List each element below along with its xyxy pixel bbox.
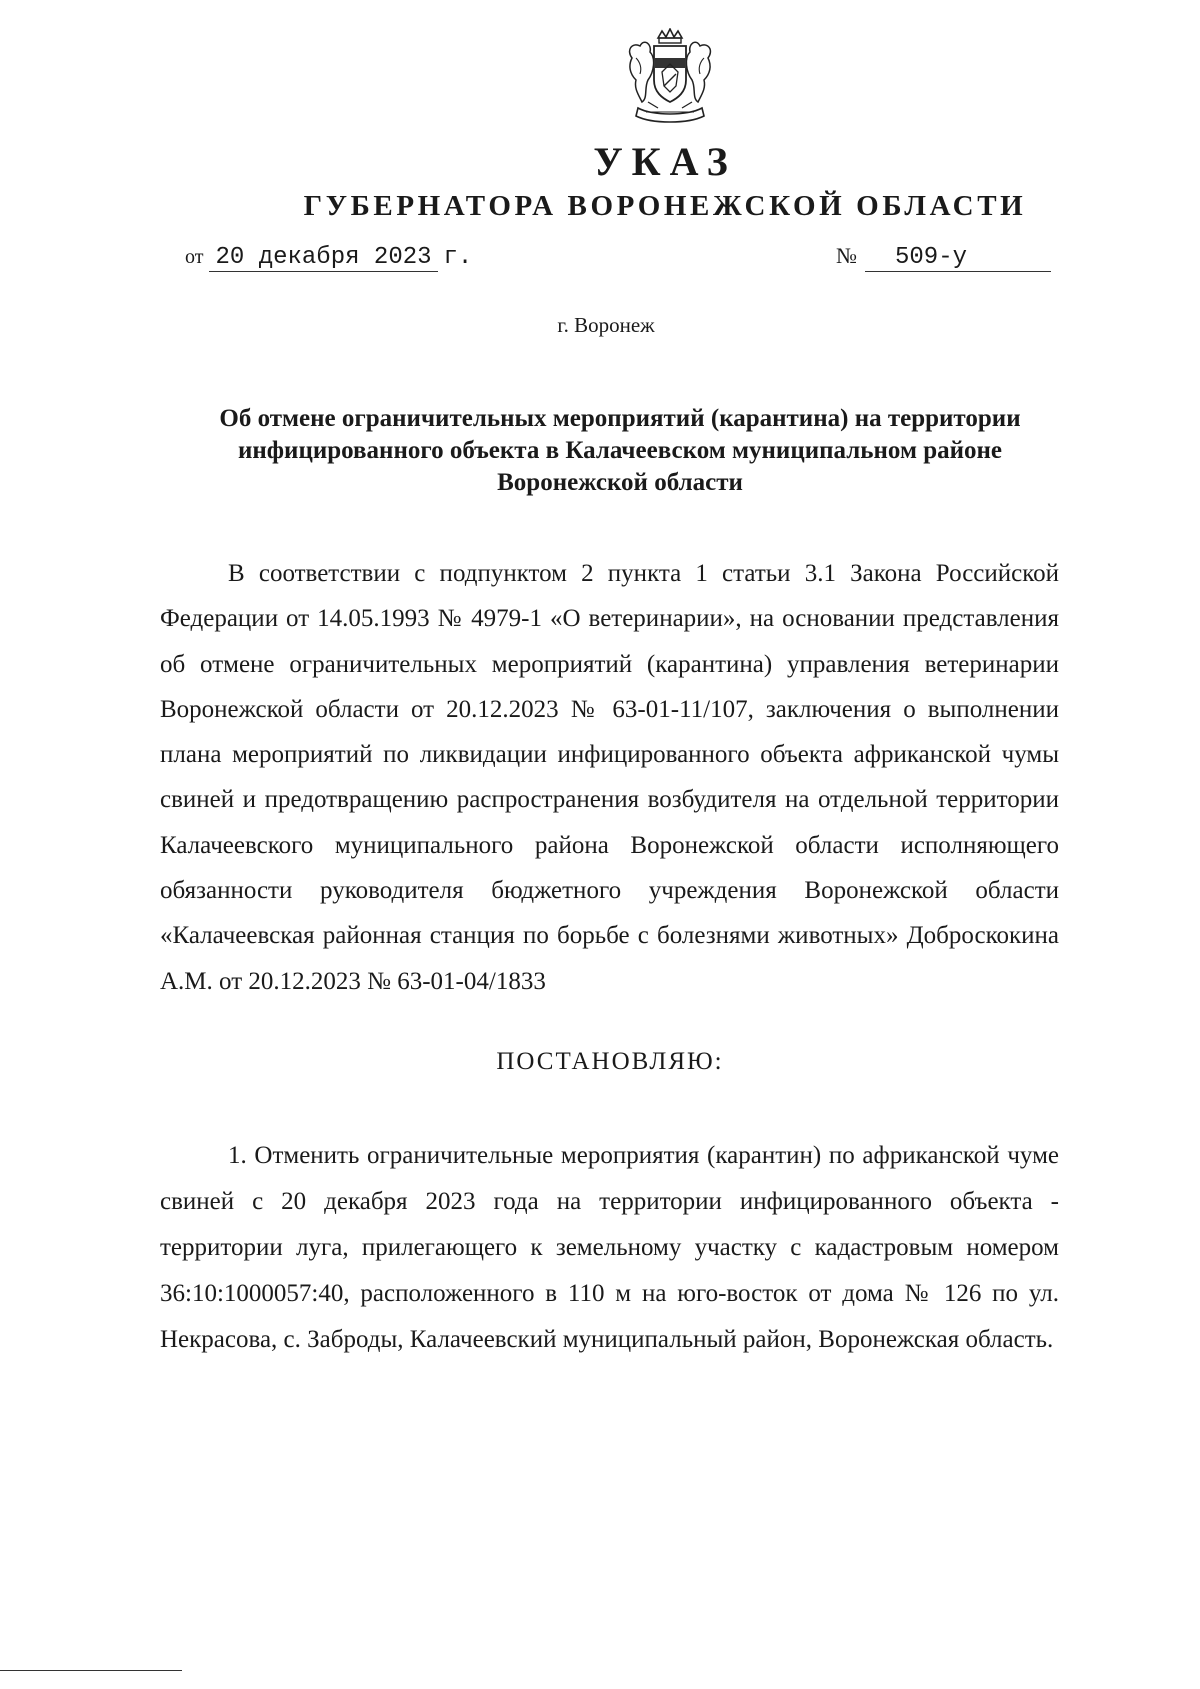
clause-paragraph-1: 1. Отменить ограничительные мероприятия (карантин) по африканской чуме свиней с 20 декабря 2023 года на территории инфицированного объекта - территории луга, прилегающего к земельному участку с кадастровым номером 36:10:1000057:40, расположенного в 110 м на юго-восток от дома № 126 по ул. Некрасова, с. Заброды, Калачеевский муниципальный район, Воронежская область.	[160, 1142, 1059, 1353]
preamble-paragraph: В соответствии с подпунктом 2 пункта 1 статьи 3.1 Закона Российской Федерации от 14.05.1993 № 4979-1 «О ветеринарии», на основании представления об отмене ограничительных мероприятий (карантина) управления ветеринарии Воронежской области от 20.12.2023 № 63-01-11/107, заключения о выполнении плана мероприятий по ликвидации инфицированного объекта африканской чумы свиней и предотвращению распространения возбудителя на отдельной территории Калачеевского муниципального района Воронежской области исполняющего обязанности руководителя бюджетного учреждения Воронежской области «Калачеевская районная станция по борьбе с болезнями животных» Доброскокина А.М. от 20.12.2023 № 63-01-04/1833	[160, 560, 1059, 995]
number-prefix: №	[836, 243, 857, 268]
coat-of-arms-icon	[618, 28, 722, 128]
decree-title: УКАЗ	[593, 139, 737, 184]
city-label: г. Воронеж	[557, 313, 655, 337]
number-value: 509-у	[865, 245, 1051, 272]
document-heading: Об отмене ограничительных мероприятий (карантина) на территории инфицированного объекта в Калачеевском муниципальном районе Воронежской области	[219, 405, 1021, 496]
decree-subtitle: ГУБЕРНАТОРА ВОРОНЕЖСКОЙ ОБЛАСТИ	[303, 190, 1027, 222]
footer-divider	[0, 1670, 182, 1671]
date-prefix: от	[185, 246, 204, 268]
number-field	[836, 243, 1051, 272]
date-value: 20 декабря 2023	[209, 245, 437, 272]
date-field	[185, 243, 472, 272]
resolve-label: ПОСТАНОВЛЯЮ:	[496, 1048, 724, 1075]
date-suffix: г.	[443, 244, 473, 271]
